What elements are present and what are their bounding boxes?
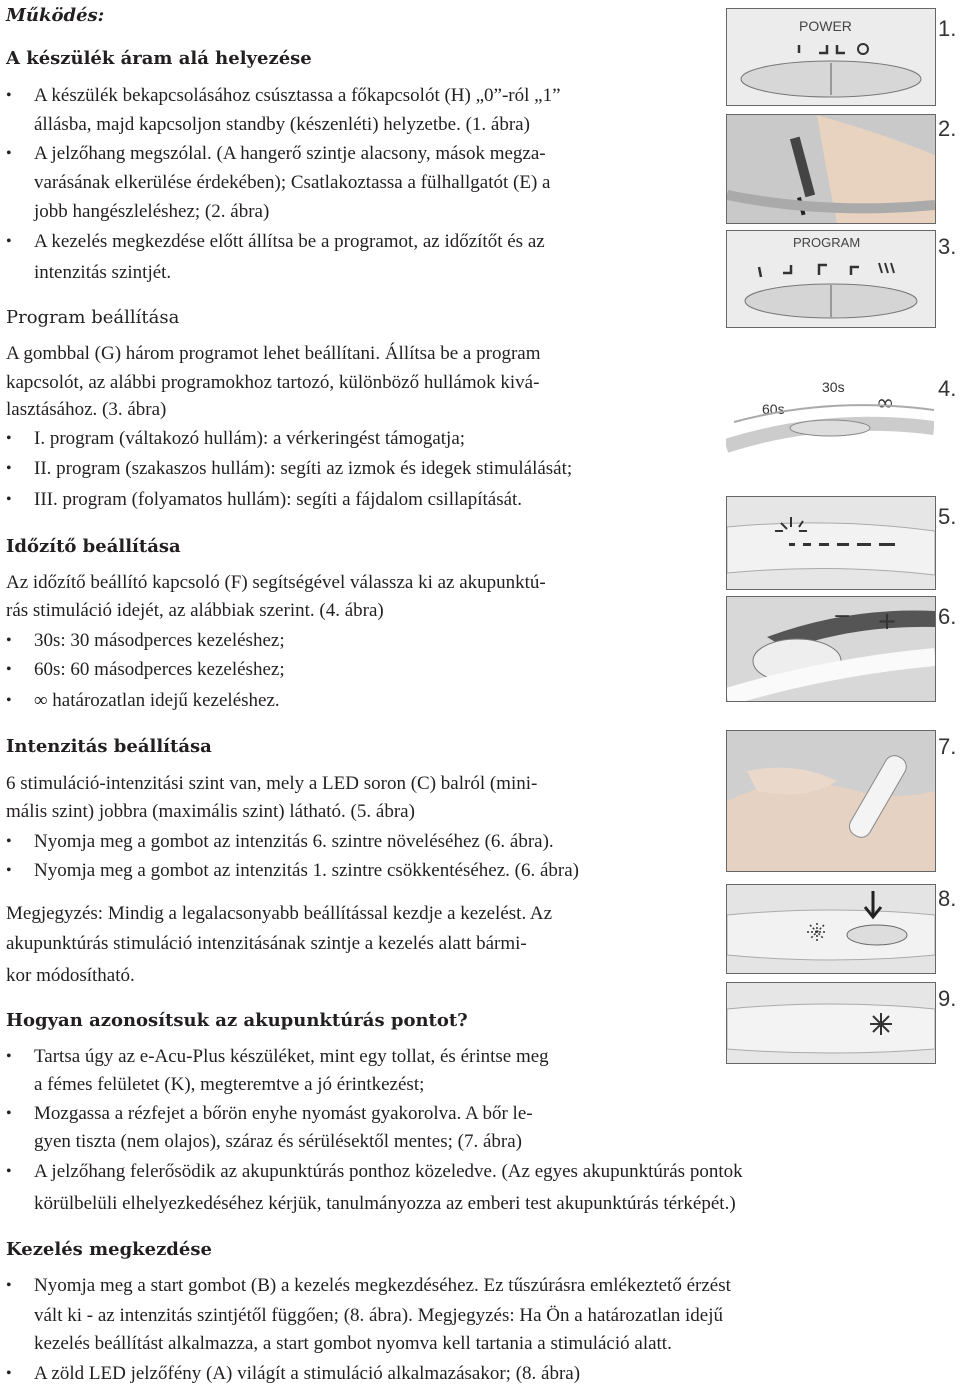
note-line: Megjegyzés: Mindig a legalacsonyabb beállítással kezdje a kezelést. Az bbox=[6, 903, 553, 924]
figure-8-start-button bbox=[726, 884, 936, 974]
list-item: • 30s: 30 másodperces kezeléshez; bbox=[6, 627, 285, 656]
figure-number: 7. bbox=[938, 734, 957, 759]
power-label: POWER bbox=[799, 18, 852, 34]
paragraph-line: 6 stimuláció-intenzitási szint van, mely a LED soron (C) balról (mini- bbox=[6, 773, 538, 794]
green-led-illustration bbox=[727, 983, 935, 1063]
minus-label: − bbox=[833, 604, 852, 629]
figure-3-program-switch bbox=[726, 230, 936, 328]
list-item: • Nyomja meg a start gombot (B) a kezelés megkezdéséhez. Ez tűszúrásra emlékeztető érzést bbox=[6, 1272, 731, 1301]
plus-label: + bbox=[877, 607, 898, 635]
list-item: • A zöld LED jelzőfény (A) világít a stimuláció alkalmazásakor; (8. ábra) bbox=[6, 1360, 580, 1389]
list-item: • I. program (váltakozó hullám): a vérkeringést támogatja; bbox=[6, 425, 465, 454]
list-item-continued: jobb hangészleléshez; (2. ábra) bbox=[34, 201, 270, 222]
page-title: Működés: bbox=[6, 5, 105, 26]
list-item: • Mozgassa a rézfejet a bőrön enyhe nyomást gyakorolva. A bőr le- bbox=[6, 1100, 533, 1129]
paragraph-line: kapcsolót, az alábbi programokhoz tartozó, különböző hullámok kivá- bbox=[6, 372, 540, 393]
list-item: • 60s: 60 másodperces kezeléshez; bbox=[6, 656, 285, 685]
list-item-continued: állásba, majd kapcsoljon standby (készenléti) helyzetbe. (1. ábra) bbox=[34, 114, 530, 135]
start-button-illustration bbox=[727, 885, 935, 973]
list-item-continued: a fémes felületet (K), megteremtve a jó érintkezést; bbox=[34, 1074, 425, 1095]
figure-number: 8. bbox=[938, 886, 957, 911]
list-item: • III. program (folyamatos hullám): segíti a fájdalom csillapítását. bbox=[6, 486, 522, 515]
heading-start-treatment: Kezelés megkezdése bbox=[6, 1239, 212, 1260]
list-item: • ∞ határozatlan idejű kezeléshez. bbox=[6, 687, 280, 716]
figure-5-led-row bbox=[726, 496, 936, 590]
list-item: • A jelzőhang megszólal. (A hangerő szintje alacsony, mások megza- bbox=[6, 140, 546, 169]
list-item: • Tartsa úgy az e-Acu-Plus készüléket, mint egy tollat, és érintse meg bbox=[6, 1043, 549, 1072]
heading-intensity: Intenzitás beállítása bbox=[6, 736, 212, 757]
figure-number: 3. bbox=[938, 234, 957, 259]
figure-number: 1. bbox=[938, 16, 957, 41]
figure-number: 5. bbox=[938, 504, 957, 529]
list-item-continued: vált ki - az intenzitás szintjétől függően; (8. ábra). Megjegyzés: Ha Ön a határozatlan idejű bbox=[34, 1305, 724, 1326]
figure-4-timer-switch bbox=[726, 366, 934, 458]
led-row-illustration bbox=[727, 497, 935, 589]
paragraph-line: lasztásához. (3. ábra) bbox=[6, 399, 167, 420]
heading-timer: Időzítő beállítása bbox=[6, 536, 181, 557]
list-item: • A készülék bekapcsolásához csúsztassa a főkapcsolót (H) „0”-ról „1” bbox=[6, 82, 561, 111]
figure-1-power-switch bbox=[726, 8, 936, 106]
timer-60s-label: 60s bbox=[762, 401, 785, 417]
hand-illustration bbox=[727, 731, 935, 871]
list-item: • A kezelés megkezdése előtt állítsa be a programot, az időzítőt és az bbox=[6, 228, 545, 257]
list-item-continued: varásának elkerülése érdekében); Csatlakoztassa a fülhallgatót (E) a bbox=[34, 172, 551, 193]
program-switch-illustration bbox=[727, 231, 935, 327]
heading-power-on: A készülék áram alá helyezése bbox=[6, 48, 312, 69]
program-label: PROGRAM bbox=[793, 235, 861, 250]
note-line: kor módosítható. bbox=[6, 965, 135, 986]
figure-number: 6. bbox=[938, 604, 957, 629]
timer-switch-illustration bbox=[726, 366, 934, 458]
paragraph-line: mális szint) jobbra (maximális szint) látható. (5. ábra) bbox=[6, 801, 415, 822]
list-item: • A jelzőhang felerősödik az akupunktúrás ponthoz közeledve. (Az egyes akupunktúrás pontok bbox=[6, 1158, 743, 1187]
figure-number: 9. bbox=[938, 986, 957, 1011]
figure-9-green-led bbox=[726, 982, 936, 1064]
list-item: • Nyomja meg a gombot az intenzitás 1. szintre csökkentéséhez. (6. ábra) bbox=[6, 857, 579, 886]
list-item: • Nyomja meg a gombot az intenzitás 6. szintre növeléséhez (6. ábra). bbox=[6, 828, 554, 857]
earphone-illustration bbox=[727, 115, 935, 223]
figure-number: 4. bbox=[938, 376, 957, 401]
figure-number: 2. bbox=[938, 116, 957, 141]
list-item: • II. program (szakaszos hullám): segíti az izmok és idegek stimulálását; bbox=[6, 455, 572, 484]
list-item-continued: gyen tiszta (nem olajos), száraz és sérülésektől mentes; (7. ábra) bbox=[34, 1131, 523, 1152]
list-item-continued: kezelés beállítást alkalmazza, a start gombot nyomva kell tartania a stimuláció alatt. bbox=[34, 1333, 672, 1354]
timer-30s-label: 30s bbox=[822, 379, 845, 395]
note-line: akupunktúrás stimuláció intenzitásának szintje a kezelés alatt bármi- bbox=[6, 933, 527, 954]
list-item-continued: körülbelüli elhelyezkedéséhez kérjük, tanulmányozza az emberi test akupunktúrás térképét.) bbox=[34, 1193, 736, 1214]
paragraph-line: Az időzítő beállító kapcsoló (F) segítségével válassza ki az akupunktú- bbox=[6, 572, 546, 593]
paragraph-line: rás stimuláció idejét, az alábbiak szerint. (4. ábra) bbox=[6, 600, 384, 621]
figure-2-earphone-plug bbox=[726, 114, 936, 224]
figure-6-intensity-buttons bbox=[726, 596, 936, 702]
intensity-buttons-illustration bbox=[727, 597, 935, 701]
figure-7-hand-photo bbox=[726, 730, 936, 872]
heading-acupoint: Hogyan azonosítsuk az akupunktúrás pontot? bbox=[6, 1010, 468, 1031]
power-switch-illustration bbox=[727, 9, 935, 105]
list-item-continued: intenzitás szintjét. bbox=[34, 262, 172, 283]
paragraph-line: A gombbal (G) három programot lehet beállítani. Állítsa be a program bbox=[6, 343, 541, 364]
timer-infinity-label: ∞ bbox=[876, 391, 895, 416]
heading-program: Program beállítása bbox=[6, 307, 180, 328]
